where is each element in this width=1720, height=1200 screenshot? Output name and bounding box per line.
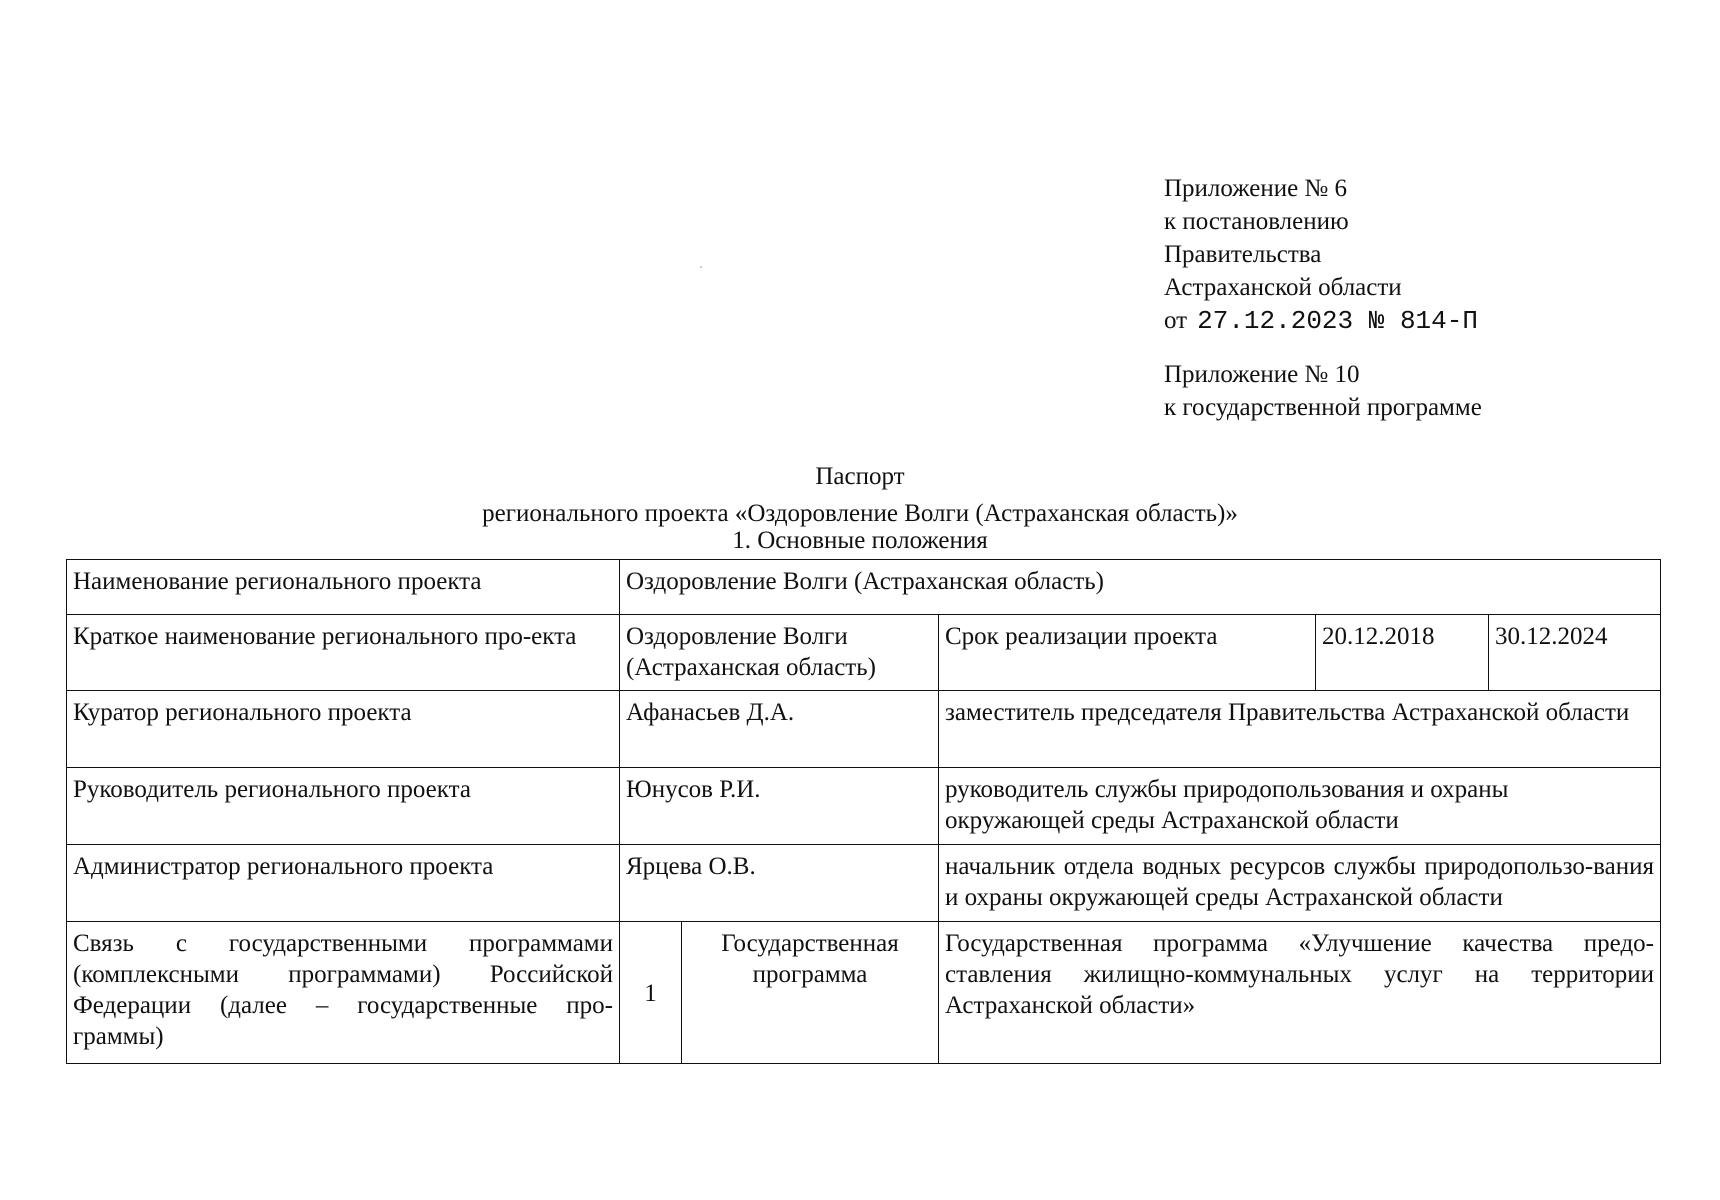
curator-name: Афанасьев Д.А.: [620, 691, 939, 768]
program-number: 1: [620, 922, 682, 1064]
curator-position: заместитель председателя Правительства Астраханской области: [939, 691, 1661, 768]
title-passport: Паспорт: [815, 463, 905, 490]
section-heading: 1. Основные положения: [732, 527, 988, 554]
row-label: Связь с государственными программами (комплексными программами) Российской Федерации (далее – государственные про-граммы): [67, 922, 620, 1064]
start-date: 20.12.2018: [1316, 615, 1489, 691]
document-title: [60, 460, 1660, 554]
appendix-number: Приложение № 6: [1164, 175, 1348, 202]
program-appendix-reference: к государственной программе: [1164, 394, 1482, 421]
program-appendix-number: Приложение № 10: [1164, 361, 1360, 388]
appendix-header-primary: [1164, 172, 1478, 338]
row-label: Куратор регионального проекта: [67, 691, 620, 768]
title-project-name: регионального проекта «Оздоровление Волги (Астраханская область)»: [482, 500, 1238, 527]
short-name-value: Оздоровление Волги (Астраханская область): [620, 615, 939, 691]
administrator-name: Ярцева О.В.: [620, 845, 939, 922]
appendix-to-resolution: к постановлению: [1164, 208, 1349, 235]
state-program-name: Государственная программа «Улучшение качества предо-ставления жилищно-коммунальных услуг на территории Астраханской области»: [939, 922, 1661, 1064]
appendix-government: Правительства: [1164, 241, 1322, 268]
head-position: руководитель службы природопользования и охраны окружающей среды Астраханской области: [939, 768, 1661, 845]
table-row: [67, 560, 1661, 615]
table-row: [67, 845, 1661, 922]
row-label: Наименование регионального проекта: [67, 560, 620, 615]
project-name-value: Оздоровление Волги (Астраханская область): [620, 560, 1661, 615]
table-row: [67, 768, 1661, 845]
passport-table: [66, 559, 1661, 1064]
table-row: [67, 615, 1661, 691]
appendix-header-secondary: [1164, 358, 1482, 424]
end-date: 30.12.2024: [1489, 615, 1661, 691]
head-name: Юнусов Р.И.: [620, 768, 939, 845]
scan-speck: [700, 266, 702, 268]
administrator-position: начальник отдела водных ресурсов службы природопользо-вания и охраны окружающей среды Астраханской области: [939, 845, 1661, 922]
row-label: Администратор регионального проекта: [67, 845, 620, 922]
appendix-date-prefix: от: [1164, 307, 1188, 334]
row-label: Руководитель регионального проекта: [67, 768, 620, 845]
appendix-region: Астраханской области: [1164, 274, 1402, 301]
table-row: [67, 922, 1661, 1064]
term-label: Срок реализации проекта: [939, 615, 1316, 691]
program-type: Государственная программа: [682, 922, 939, 1064]
table-row: [67, 691, 1661, 768]
row-label: Краткое наименование регионального про-екта: [67, 615, 620, 691]
appendix-date-line: [1164, 304, 1478, 338]
resolution-date-number: 27.12.2023 № 814-П: [1197, 306, 1478, 336]
